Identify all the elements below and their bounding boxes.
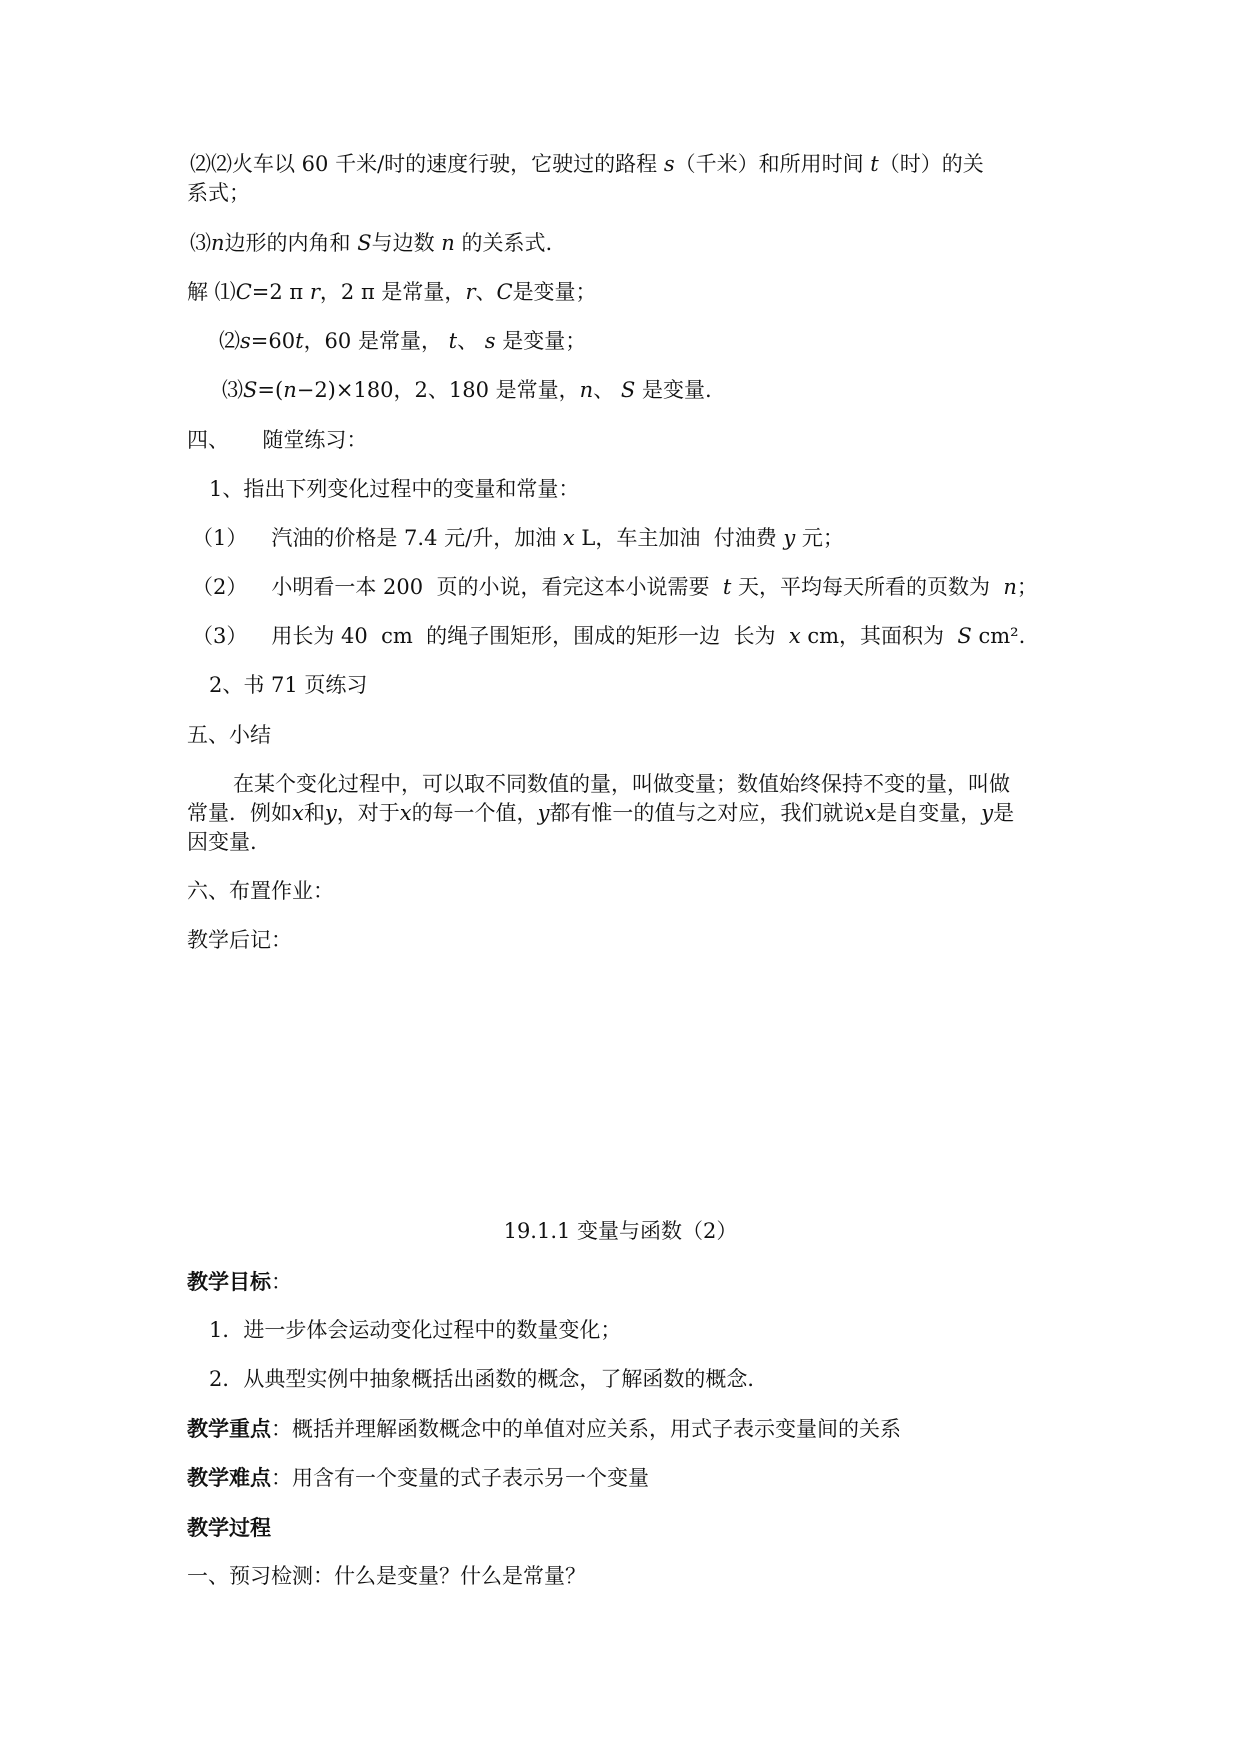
summary-para-line-1: 在某个变化过程中，可以取不同数值的量，叫做变量；数值始终保持不变的量，叫做	[233, 772, 1010, 796]
question-3	[190, 229, 552, 258]
var: S	[357, 231, 372, 255]
text: 与边数	[371, 231, 442, 255]
solution-line-1	[187, 278, 597, 307]
section-heading-practice: 四、 随堂练习：	[187, 428, 368, 452]
text: ⑵	[219, 329, 240, 353]
text: 边形的内角和	[224, 231, 358, 255]
text: cm，其面积为	[800, 624, 958, 648]
question-2-line-2: 系式；	[187, 181, 250, 205]
var: x	[788, 624, 801, 648]
text: 元；	[795, 526, 844, 550]
text: 是	[993, 801, 1015, 825]
var: S	[243, 378, 258, 402]
practice-item-2	[192, 573, 1038, 602]
text: −2)×180，2、180 是常量，	[296, 378, 580, 402]
text: 都有惟一的值与之对应，我们就说	[549, 801, 865, 825]
var: s	[240, 329, 251, 353]
text: =2 π	[251, 280, 310, 304]
goal-item-2: 2．从典型实例中抽象概括出函数的概念，了解函数的概念．	[209, 1367, 769, 1391]
var: y	[537, 801, 550, 825]
text: 解 ⑴	[187, 280, 236, 304]
text: （时）的关	[878, 152, 984, 176]
var: S	[620, 378, 636, 402]
text: ；	[1016, 575, 1038, 599]
goal-item-1: 1．进一步体会运动变化过程中的数量变化；	[209, 1318, 622, 1342]
summary-para-line-3: 因变量.	[187, 830, 257, 854]
var: x	[562, 526, 575, 550]
var: n	[1003, 575, 1017, 599]
difficult-point	[187, 1463, 649, 1493]
section-heading-summary: 五、小结	[187, 723, 271, 747]
solution-line-2	[219, 327, 586, 356]
var: r	[465, 280, 476, 304]
practice-task-1: 1、指出下列变化过程中的变量和常量：	[209, 477, 580, 501]
item-number: （2）	[192, 575, 248, 599]
text: ，对于	[336, 801, 400, 825]
var: n	[441, 231, 455, 255]
text: （千米）和所用时间	[674, 152, 871, 176]
text: ⑵⑵火车以 60 千米/时的速度行驶，它驶过的路程	[190, 152, 664, 176]
var: n	[211, 231, 225, 255]
text: 汽油的价格是 7.4 元/升，加油	[271, 526, 563, 550]
label: 教学重点	[187, 1416, 271, 1441]
text: 是变量.	[635, 378, 712, 402]
var: t	[448, 329, 458, 353]
var: x	[292, 801, 304, 825]
text: =(	[257, 378, 284, 402]
text: =60	[250, 329, 296, 353]
var: y	[324, 801, 337, 825]
preview-question: 一、预习检测：什么是变量？什么是常量？	[187, 1564, 586, 1588]
text: 天，平均每天所看的页数为	[731, 575, 1004, 599]
label: 教学难点	[187, 1465, 271, 1490]
var: n	[283, 378, 297, 402]
text: ，60 是常量，	[303, 329, 449, 353]
var: t	[295, 329, 304, 353]
var: y	[981, 801, 994, 825]
item-number: （3）	[192, 624, 248, 648]
question-2-line-1	[190, 150, 984, 179]
text: 常量．例如	[187, 801, 292, 825]
var: y	[783, 526, 796, 550]
text: 是自变量，	[876, 801, 982, 825]
text: ：	[271, 1270, 292, 1294]
text: 、	[457, 329, 485, 353]
text: 小明看一本 200 页的小说，看完这本小说需要	[271, 575, 723, 599]
practice-item-3	[192, 622, 1025, 651]
goals-heading	[187, 1267, 292, 1297]
text: 的每一个值，	[411, 801, 538, 825]
text: L，车主加油 付油费	[574, 526, 784, 550]
var: s	[484, 329, 496, 353]
var: n	[579, 378, 594, 402]
var: x	[399, 801, 412, 825]
text: ，2 π 是常量，	[319, 280, 466, 304]
text: ：概括并理解函数概念中的单值对应关系，用式子表示变量间的关系	[271, 1417, 901, 1441]
var: C	[496, 280, 513, 304]
text: 用长为 40 cm 的绳子围矩形，围成的矩形一边 长为	[271, 624, 789, 648]
practice-task-2: 2、书 71 页练习	[209, 673, 368, 697]
text: cm².	[971, 624, 1026, 648]
var: x	[864, 801, 877, 825]
text: 和	[303, 801, 325, 825]
summary-para-line-2	[187, 799, 1014, 828]
text: 、	[475, 280, 497, 304]
var: t	[870, 152, 879, 176]
text: 是变量；	[495, 329, 587, 353]
text: ：用含有一个变量的式子表示另一个变量	[271, 1466, 649, 1490]
key-point	[187, 1414, 901, 1444]
section-heading-homework: 六、布置作业：	[187, 879, 334, 903]
solution-line-3	[222, 376, 712, 405]
practice-item-1	[192, 524, 844, 553]
var: s	[663, 152, 675, 176]
var: S	[957, 624, 972, 648]
item-number: （1）	[192, 526, 248, 550]
text: 、	[593, 378, 621, 402]
text: ⑶	[222, 378, 243, 402]
var: r	[309, 280, 320, 304]
lesson-title: 19.1.1 变量与函数（2）	[503, 1219, 738, 1243]
var: C	[235, 280, 252, 304]
text: 是变量；	[512, 280, 597, 304]
text: 的关系式.	[454, 231, 553, 255]
label: 教学目标	[187, 1269, 271, 1294]
text: ⑶	[190, 231, 211, 255]
var: t	[722, 575, 732, 599]
section-heading-afterword: 教学后记：	[187, 928, 292, 952]
process-heading: 教学过程	[187, 1515, 271, 1540]
